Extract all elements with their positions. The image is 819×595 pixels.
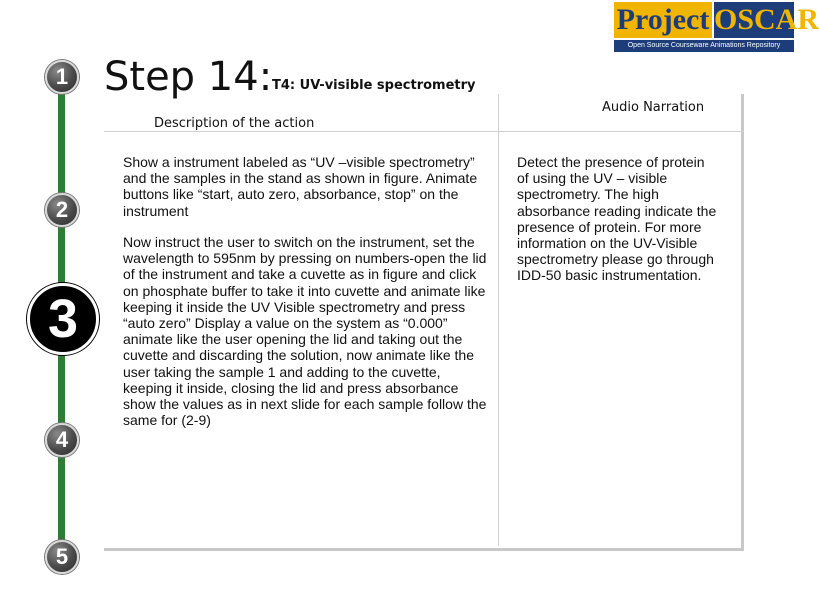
column-divider	[498, 94, 499, 546]
step-2-marker[interactable]: 2	[45, 193, 79, 227]
step-4-marker[interactable]: 4	[45, 423, 79, 457]
audio-column-header: Audio Narration	[602, 100, 705, 115]
logo-wordmark	[612, 2, 819, 38]
logo-word-oscar: OSCAR	[714, 3, 819, 36]
page-subtitle: T4: UV-visible spectrometry	[272, 78, 476, 93]
logo-tagline: Open Source Courseware Animations Repository	[614, 40, 794, 52]
page-title: Step 14:	[104, 54, 273, 100]
audio-narration-text: Detect the presence of protein of using the UV – visible spectrometry. The high absorbance reading indicate the presence of protein. For more information on the UV-Visible spectrometry please go through IDD-50 basic instrumentation.	[517, 154, 717, 284]
logo-word-project: Project	[614, 2, 712, 38]
description-column-header: Description of the action	[154, 116, 315, 131]
description-paragraph-2: Now instruct the user to switch on the instrument, set the wavelength to 595nm by pressing on numbers-open the lid of the instrument and take a cuvette as in figure and click on phosphate buffer to take it into cuvette and animate like keeping it inside the UV Visible spectrometry and press “auto zero” Display a value on the system as “0.000” animate like the user opening the lid and taking out the cuvette and discarding the solution, now animate like the user taking the sample 1 and adding to the cuvette, keeping it inside, closing the lid and press absorbance show the values as in next slide for each sample follow the same for (2-9)	[123, 234, 487, 429]
project-oscar-logo	[612, 0, 819, 52]
step-1-marker[interactable]: 1	[45, 60, 79, 94]
step-5-marker[interactable]: 5	[45, 540, 79, 574]
description-paragraph-1: Show a instrument labeled as “UV –visible spectrometry” and the samples in the stand as shown in figure. Animate buttons like “start, auto zero, absorbance, stop” on the instrument	[123, 154, 478, 219]
step-3-marker-current[interactable]: 3	[27, 283, 99, 355]
